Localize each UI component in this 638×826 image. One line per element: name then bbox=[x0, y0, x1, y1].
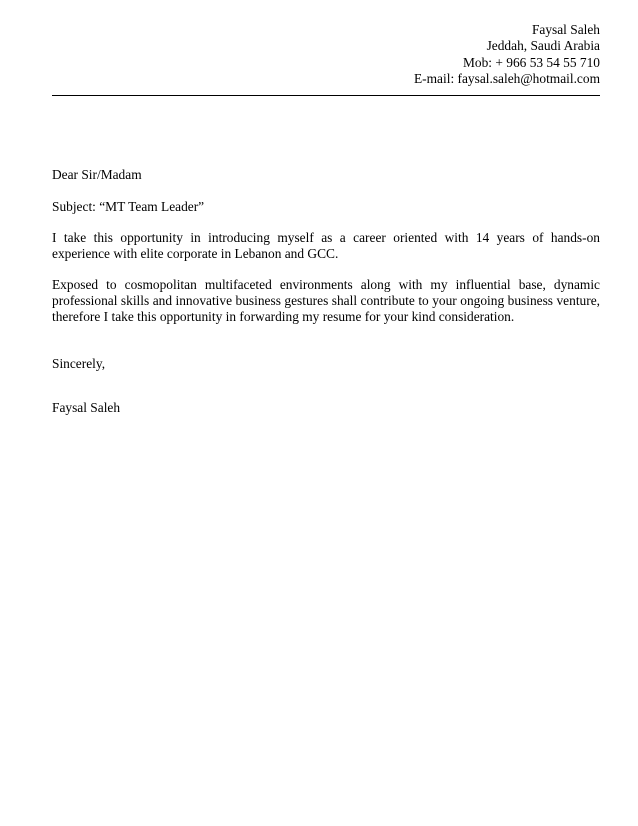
subject-line: Subject: “MT Team Leader” bbox=[52, 199, 205, 215]
paragraph-experience: Exposed to cosmopolitan multifaceted environments along with my influential base, dynamic professional skills and innovative business gestures shall contribute to your ongoing business venture, therefore I take this opportunity in forwarding my resume for your kind consideration. bbox=[52, 276, 600, 325]
header-divider bbox=[52, 95, 600, 96]
sender-email: E-mail: faysal.saleh@hotmail.com bbox=[414, 71, 600, 87]
paragraph-introduction: I take this opportunity in introducing myself as a career oriented with 14 years of hands-on experience with elite corporate in Lebanon and GCC. bbox=[52, 229, 600, 262]
sender-name: Faysal Saleh bbox=[531, 22, 600, 37]
sender-location: Jeddah, Saudi Arabia bbox=[486, 38, 600, 54]
letter-body bbox=[52, 167, 600, 326]
sender-mobile: Mob: + 966 53 54 55 710 bbox=[463, 54, 600, 70]
signature-name: Faysal Saleh bbox=[52, 400, 121, 415]
salutation: Dear Sir/Madam bbox=[52, 167, 142, 182]
closing: Sincerely, bbox=[52, 356, 106, 371]
sender-header bbox=[52, 22, 600, 88]
